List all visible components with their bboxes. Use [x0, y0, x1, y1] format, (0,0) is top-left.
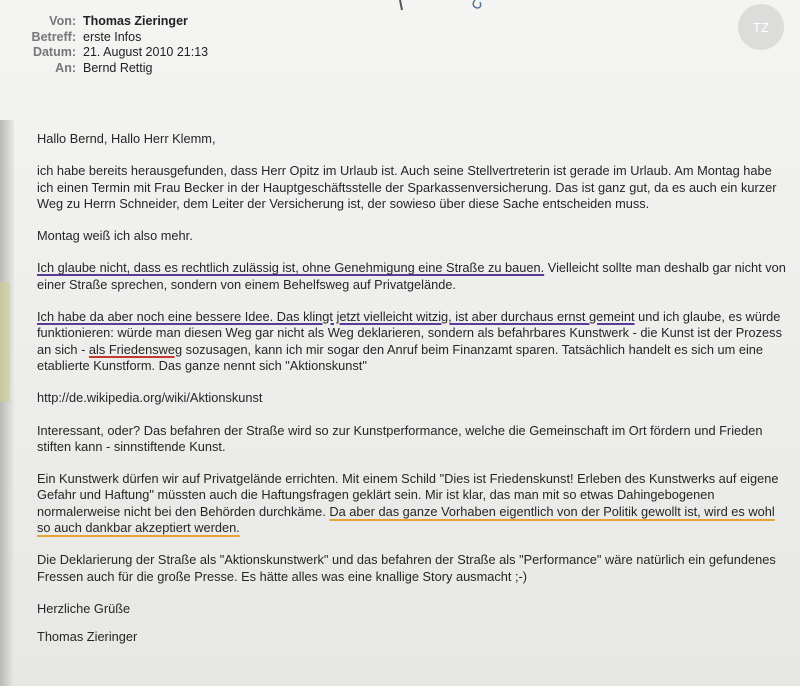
paragraph-4-end: sozusagen, kann ich mir sogar den Anruf beim Finanzamt sparen. Tatsächlich handelt es sich um eine etablierte Kunstform. Das ganze nennt sich "Aktionskunst" — [37, 341, 764, 373]
avatar-initials: TZ — [753, 19, 769, 35]
from-label: Von: — [49, 14, 76, 28]
paragraph-5: Interessant, oder? Das befahren der Straße wird so zur Kunstperformance, welche die Gemeinschaft im Ort fördern und Frieden stiften kann - sinnstiftende Kunst. — [37, 422, 763, 454]
email-body — [37, 131, 787, 662]
closing: Herzliche Grüße — [37, 600, 131, 616]
signature: Thomas Zieringer — [37, 629, 138, 645]
greeting: Hallo Bernd, Hallo Herr Klemm, — [37, 131, 216, 146]
paragraph-4 — [37, 309, 787, 374]
highlight-underline: Ich glaube nicht, dass es rechtlich zulässig ist, ohne Genehmigung eine Straße zu bauen. — [37, 260, 545, 276]
highlight-orange: Da aber das ganze Vorhaben eigentlich von der Politik gewollt ist, wird es wohl so auch dankbar akzeptiert werden. — [37, 503, 775, 536]
date-label: Datum: — [32, 45, 76, 59]
paragraph-3 — [37, 260, 787, 293]
header-date-row — [30, 45, 208, 61]
from-value: Thomas Zieringer — [83, 14, 188, 28]
binder-edge — [0, 120, 14, 686]
wikipedia-link[interactable]: http://de.wikipedia.org/wiki/Aktionskunst — [37, 390, 263, 406]
paragraph-6 — [37, 471, 787, 536]
to-label: An: — [55, 60, 76, 75]
subject-value: erste Infos — [83, 29, 142, 44]
highlight-underline: Ich habe da aber noch eine bessere Idee. Das klingt jetzt vielleicht witzig, ist aber durchaus ernst gemeint — [37, 309, 635, 325]
binder-clip — [0, 282, 10, 402]
paragraph-6-start: Ein Kunstwerk dürfen wir auf Privatgelände errichten. Mit einem Schild "Dies ist Friedenskunst! Erleben des Kunstwerks auf eigene Gefahr und Haftung" müssten auch die Haftungsfragen geklärt sein. Mir ist klar, das man mit so etwas Dahingebogenen normalerweise nicht bei den Behörden durchkäme. — [37, 471, 779, 519]
pen-mark-icon — [380, 0, 500, 16]
date-value: 21. August 2010 21:13 — [83, 45, 209, 59]
avatar — [738, 4, 784, 50]
paragraph-7: Die Deklarierung der Straße als "Aktionskunstwerk" und das befahren der Straße als "Performance" wäre natürlich ein gefundenes Fressen auch für die große Presse. Es hätte alles was eine knallige Story ausmacht ;-) — [37, 552, 776, 584]
paragraph-1: ich habe bereits herausgefunden, dass Herr Opitz im Urlaub ist. Auch seine Stellvertreterin ist gerade im Urlaub. Am Montag habe ich einen Termin mit Frau Becker in der Hauptgeschäftsstelle der Sparkassenversicherung. Das ist ganz gut, da es auch ein kurzer Weg zu Herrn Schneider, dem Leiter der Versicherung ist, der sowieso über diese Sache entscheiden muss. — [37, 163, 777, 211]
paragraph-4-mid: und ich glaube, es würde funktionieren: würde man diesen Weg gar nicht als Weg deklarieren, sondern als befahrbares Kunstwerk - die Kunst ist der Prozess an sich - — [37, 309, 782, 357]
paragraph-3-rest: Vielleicht sollte man deshalb gar nicht von einer Straße sprechen, sondern von einem Behelfsweg auf Privatgelände. — [37, 260, 786, 292]
header-subject-row — [30, 30, 208, 46]
highlight-red: als Friedensweg — [88, 341, 183, 357]
paragraph-2: Montag weiß ich also mehr. — [37, 228, 193, 244]
to-value: Bernd Rettig — [83, 60, 153, 75]
subject-label: Betreff: — [31, 29, 76, 44]
header-from-row — [30, 14, 208, 30]
email-header — [30, 14, 208, 76]
header-to-row — [30, 61, 208, 77]
